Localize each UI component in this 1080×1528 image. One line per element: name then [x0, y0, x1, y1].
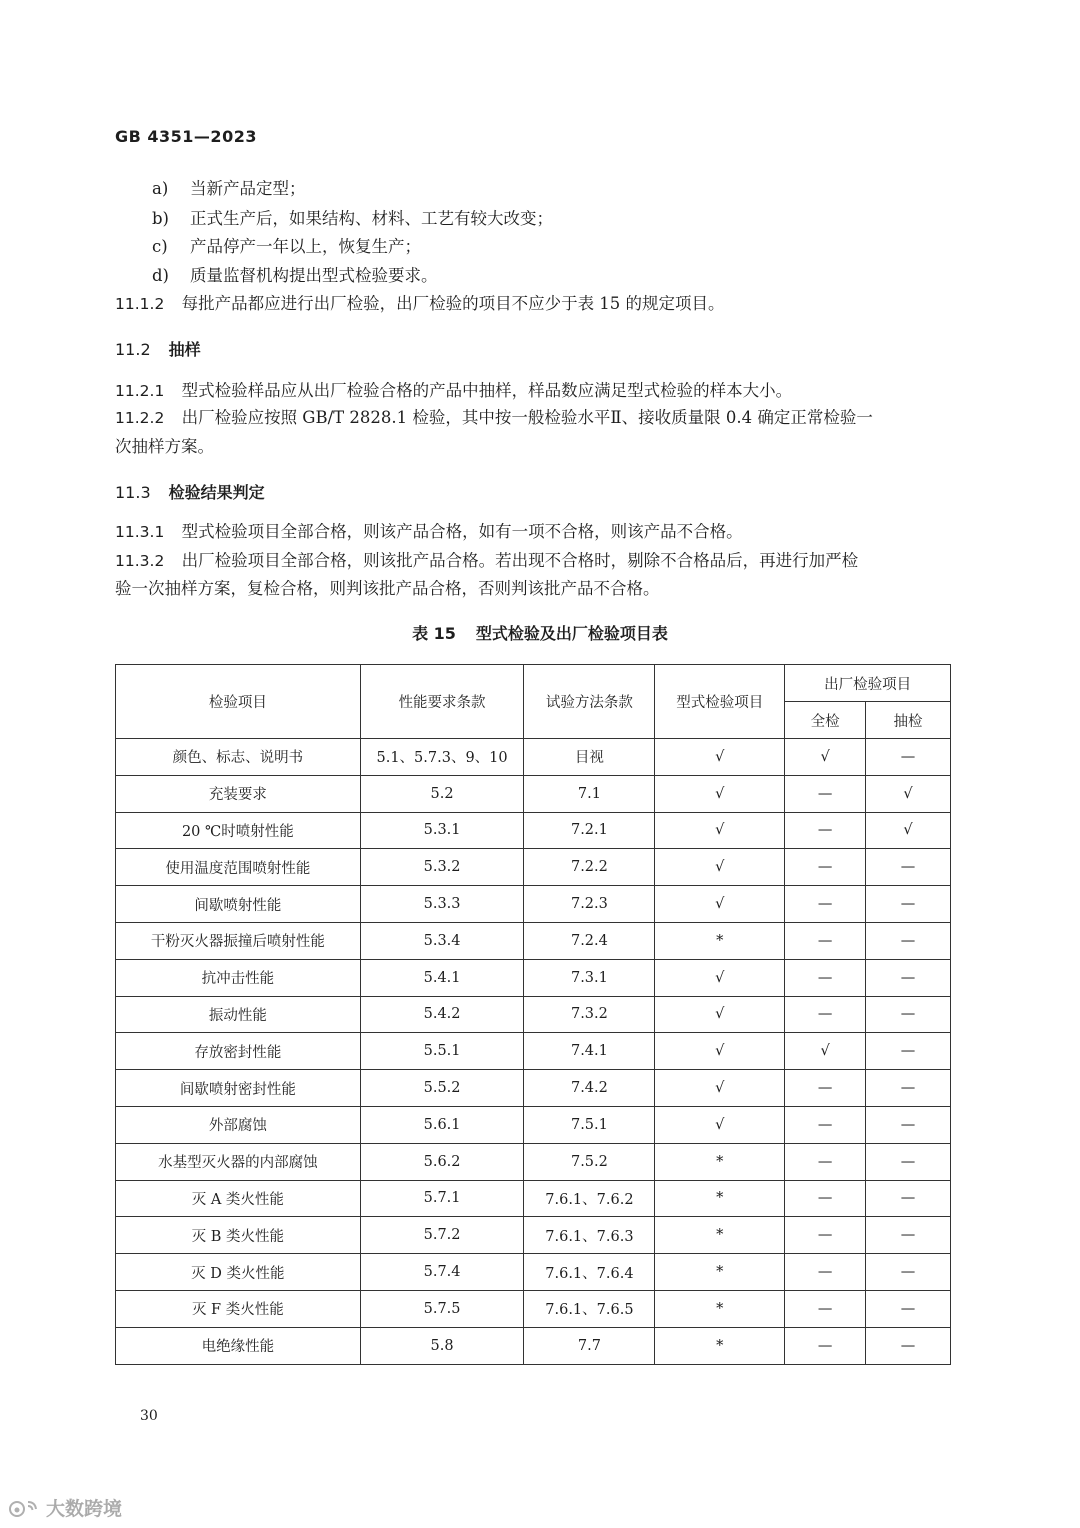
table-row [116, 996, 951, 1033]
cell-test-method-clause: 目视 [524, 739, 655, 776]
cell-sampling-inspection: — [866, 886, 951, 923]
cell-sampling-inspection: √ [866, 775, 951, 812]
clause-number: 11.3.2 [115, 552, 165, 570]
cell-inspection-item: 间歇喷射密封性能 [116, 1070, 361, 1107]
section-11-3-heading [115, 480, 265, 503]
cell-test-method-clause: 7.6.1、7.6.2 [524, 1180, 655, 1217]
cell-requirement-clause: 5.6.1 [360, 1106, 524, 1143]
list-text: 正式生产后，如果结构、材料、工艺有较大改变； [190, 209, 553, 228]
cell-inspection-item: 振动性能 [116, 996, 361, 1033]
cell-requirement-clause: 5.3.1 [360, 812, 524, 849]
clause-text: 出厂检验应按照 GB/T 2828.1 检验，其中按一般检验水平Ⅱ、接收质量限 0.4 确定正常检验一 [181, 408, 873, 427]
cell-test-method-clause: 7.2.1 [524, 812, 655, 849]
cell-type-test: * [655, 1290, 785, 1327]
section-title: 抽样 [168, 340, 201, 359]
cell-requirement-clause: 5.4.1 [360, 959, 524, 996]
table-caption-number: 表 15 [412, 624, 456, 643]
list-text: 当新产品定型； [190, 179, 306, 198]
table-row [116, 886, 951, 923]
cell-full-inspection: — [785, 1254, 866, 1291]
cell-test-method-clause: 7.5.2 [524, 1143, 655, 1180]
section-title: 检验结果判定 [168, 483, 265, 502]
cell-sampling-inspection: — [866, 739, 951, 776]
cell-test-method-clause: 7.7 [524, 1327, 655, 1364]
cell-sampling-inspection: — [866, 1290, 951, 1327]
cell-type-test: * [655, 1180, 785, 1217]
cell-type-test: * [655, 1217, 785, 1254]
cell-full-inspection: — [785, 922, 866, 959]
cell-inspection-item: 颜色、标志、说明书 [116, 739, 361, 776]
cell-full-inspection: — [785, 1143, 866, 1180]
cell-test-method-clause: 7.4.1 [524, 1033, 655, 1070]
cell-requirement-clause: 5.5.2 [360, 1070, 524, 1107]
cell-inspection-item: 使用温度范围喷射性能 [116, 849, 361, 886]
cell-test-method-clause: 7.6.1、7.6.5 [524, 1290, 655, 1327]
cell-sampling-inspection: — [866, 1143, 951, 1180]
cell-type-test: √ [655, 886, 785, 923]
cell-sampling-inspection: √ [866, 812, 951, 849]
cell-test-method-clause: 7.6.1、7.6.3 [524, 1217, 655, 1254]
section-number: 11.2 [115, 340, 151, 359]
cell-requirement-clause: 5.7.5 [360, 1290, 524, 1327]
cell-full-inspection: √ [785, 1033, 866, 1070]
cell-requirement-clause: 5.1、5.7.3、9、10 [360, 739, 524, 776]
cell-full-inspection: — [785, 996, 866, 1033]
cell-full-inspection: √ [785, 739, 866, 776]
clause-11-2-1 [115, 380, 792, 402]
table-row [116, 775, 951, 812]
watermark [8, 1494, 122, 1521]
cell-inspection-item: 外部腐蚀 [116, 1106, 361, 1143]
clause-text: 出厂检验项目全部合格，则该批产品合格。若出现不合格时，剔除不合格品后，再进行加严检 [181, 551, 859, 570]
table-row [116, 1290, 951, 1327]
table-row [116, 849, 951, 886]
cell-sampling-inspection: — [866, 1180, 951, 1217]
cell-type-test: * [655, 1327, 785, 1364]
list-mark: b) [152, 209, 169, 228]
cell-requirement-clause: 5.3.2 [360, 849, 524, 886]
cell-test-method-clause: 7.4.2 [524, 1070, 655, 1107]
header-full-inspection: 全检 [785, 702, 866, 739]
clause-number: 11.2.1 [115, 382, 165, 400]
cell-inspection-item: 存放密封性能 [116, 1033, 361, 1070]
cell-test-method-clause: 7.2.3 [524, 886, 655, 923]
cell-sampling-inspection: — [866, 1106, 951, 1143]
cell-requirement-clause: 5.5.1 [360, 1033, 524, 1070]
cell-type-test: √ [655, 849, 785, 886]
cell-test-method-clause: 7.3.2 [524, 996, 655, 1033]
table-row [116, 1143, 951, 1180]
cell-requirement-clause: 5.7.4 [360, 1254, 524, 1291]
cell-full-inspection: — [785, 1290, 866, 1327]
header-sampling-inspection: 抽检 [866, 702, 951, 739]
cell-requirement-clause: 5.6.2 [360, 1143, 524, 1180]
clause-number: 11.1.2 [115, 295, 165, 313]
table-row [116, 1106, 951, 1143]
cell-requirement-clause: 5.7.2 [360, 1217, 524, 1254]
weibo-logo-icon [8, 1498, 42, 1518]
table-row [116, 739, 951, 776]
clause-number: 11.2.2 [115, 409, 165, 427]
cell-full-inspection: — [785, 1217, 866, 1254]
table-caption-title: 型式检验及出厂检验项目表 [475, 624, 668, 643]
clause-text: 型式检验样品应从出厂检验合格的产品中抽样，样品数应满足型式检验的样本大小。 [181, 381, 793, 400]
cell-type-test: √ [655, 775, 785, 812]
table-caption [0, 621, 1080, 644]
table-row [116, 959, 951, 996]
table-row [116, 1254, 951, 1291]
cell-type-test: √ [655, 739, 785, 776]
cell-sampling-inspection: — [866, 1033, 951, 1070]
cell-requirement-clause: 5.3.4 [360, 922, 524, 959]
clause-11-3-1 [115, 521, 743, 543]
section-number: 11.3 [115, 483, 151, 502]
clause-11-2-2 [115, 407, 873, 429]
table-row [116, 922, 951, 959]
cell-type-test: √ [655, 1033, 785, 1070]
header-inspection-item: 检验项目 [116, 665, 361, 739]
cell-full-inspection: — [785, 1180, 866, 1217]
cell-sampling-inspection: — [866, 922, 951, 959]
table-body [116, 739, 951, 1365]
list-mark: d) [152, 266, 169, 285]
standard-code: GB 4351—2023 [115, 127, 257, 146]
cell-requirement-clause: 5.8 [360, 1327, 524, 1364]
section-11-2-heading [115, 337, 201, 360]
cell-type-test: √ [655, 996, 785, 1033]
cell-full-inspection: — [785, 1327, 866, 1364]
clause-11-3-2 [115, 550, 858, 572]
cell-test-method-clause: 7.3.1 [524, 959, 655, 996]
table-row [116, 812, 951, 849]
cell-type-test: * [655, 922, 785, 959]
table-row [116, 1033, 951, 1070]
cell-sampling-inspection: — [866, 1254, 951, 1291]
cell-requirement-clause: 5.4.2 [360, 996, 524, 1033]
cell-type-test: * [655, 1143, 785, 1180]
cell-test-method-clause: 7.2.2 [524, 849, 655, 886]
clause-11-2-2-cont: 次抽样方案。 [115, 437, 214, 456]
list-mark: a) [152, 179, 169, 198]
header-type-test-item: 型式检验项目 [655, 665, 785, 739]
clause-text: 型式检验项目全部合格，则该产品合格，如有一项不合格，则该产品不合格。 [181, 522, 743, 541]
cell-inspection-item: 灭 B 类火性能 [116, 1217, 361, 1254]
cell-inspection-item: 灭 F 类火性能 [116, 1290, 361, 1327]
clause-text: 每批产品都应进行出厂检验，出厂检验的项目不应少于表 15 的规定项目。 [181, 294, 725, 313]
cell-test-method-clause: 7.1 [524, 775, 655, 812]
list-mark: c) [152, 237, 168, 256]
cell-sampling-inspection: — [866, 1070, 951, 1107]
cell-requirement-clause: 5.3.3 [360, 886, 524, 923]
cell-type-test: √ [655, 812, 785, 849]
cell-full-inspection: — [785, 959, 866, 996]
cell-type-test: * [655, 1254, 785, 1291]
cell-inspection-item: 20 ℃时喷射性能 [116, 812, 361, 849]
cell-test-method-clause: 7.2.4 [524, 922, 655, 959]
clause-number: 11.3.1 [115, 523, 165, 541]
header-requirement-clause: 性能要求条款 [360, 665, 524, 739]
header-test-method-clause: 试验方法条款 [524, 665, 655, 739]
cell-test-method-clause: 7.6.1、7.6.4 [524, 1254, 655, 1291]
cell-inspection-item: 水基型灭火器的内部腐蚀 [116, 1143, 361, 1180]
clause-11-1-2 [115, 293, 725, 315]
list-text: 产品停产一年以上，恢复生产； [190, 237, 421, 256]
watermark-text: 大数跨境 [46, 1498, 123, 1520]
header-factory-test-item: 出厂检验项目 [785, 665, 951, 702]
cell-inspection-item: 抗冲击性能 [116, 959, 361, 996]
cell-full-inspection: — [785, 812, 866, 849]
cell-sampling-inspection: — [866, 959, 951, 996]
cell-type-test: √ [655, 1070, 785, 1107]
cell-full-inspection: — [785, 886, 866, 923]
inspection-items-table [115, 664, 951, 1365]
list-text: 质量监督机构提出型式检验要求。 [190, 266, 438, 285]
cell-sampling-inspection: — [866, 996, 951, 1033]
cell-inspection-item: 电绝缘性能 [116, 1327, 361, 1364]
cell-sampling-inspection: — [866, 1327, 951, 1364]
cell-requirement-clause: 5.7.1 [360, 1180, 524, 1217]
cell-inspection-item: 间歇喷射性能 [116, 886, 361, 923]
cell-type-test: √ [655, 1106, 785, 1143]
cell-inspection-item: 干粉灭火器振撞后喷射性能 [116, 922, 361, 959]
cell-type-test: √ [655, 959, 785, 996]
cell-full-inspection: — [785, 1106, 866, 1143]
cell-sampling-inspection: — [866, 1217, 951, 1254]
cell-inspection-item: 灭 D 类火性能 [116, 1254, 361, 1291]
cell-sampling-inspection: — [866, 849, 951, 886]
cell-test-method-clause: 7.5.1 [524, 1106, 655, 1143]
cell-full-inspection: — [785, 1070, 866, 1107]
cell-inspection-item: 灭 A 类火性能 [116, 1180, 361, 1217]
table-row [116, 1180, 951, 1217]
cell-full-inspection: — [785, 849, 866, 886]
cell-requirement-clause: 5.2 [360, 775, 524, 812]
table-row [116, 1217, 951, 1254]
cell-full-inspection: — [785, 775, 866, 812]
clause-11-3-2-cont: 验一次抽样方案，复检合格，则判该批产品合格，否则判该批产品不合格。 [115, 579, 660, 598]
cell-inspection-item: 充装要求 [116, 775, 361, 812]
table-row [116, 1327, 951, 1364]
table-row [116, 1070, 951, 1107]
page-number: 30 [140, 1408, 158, 1424]
